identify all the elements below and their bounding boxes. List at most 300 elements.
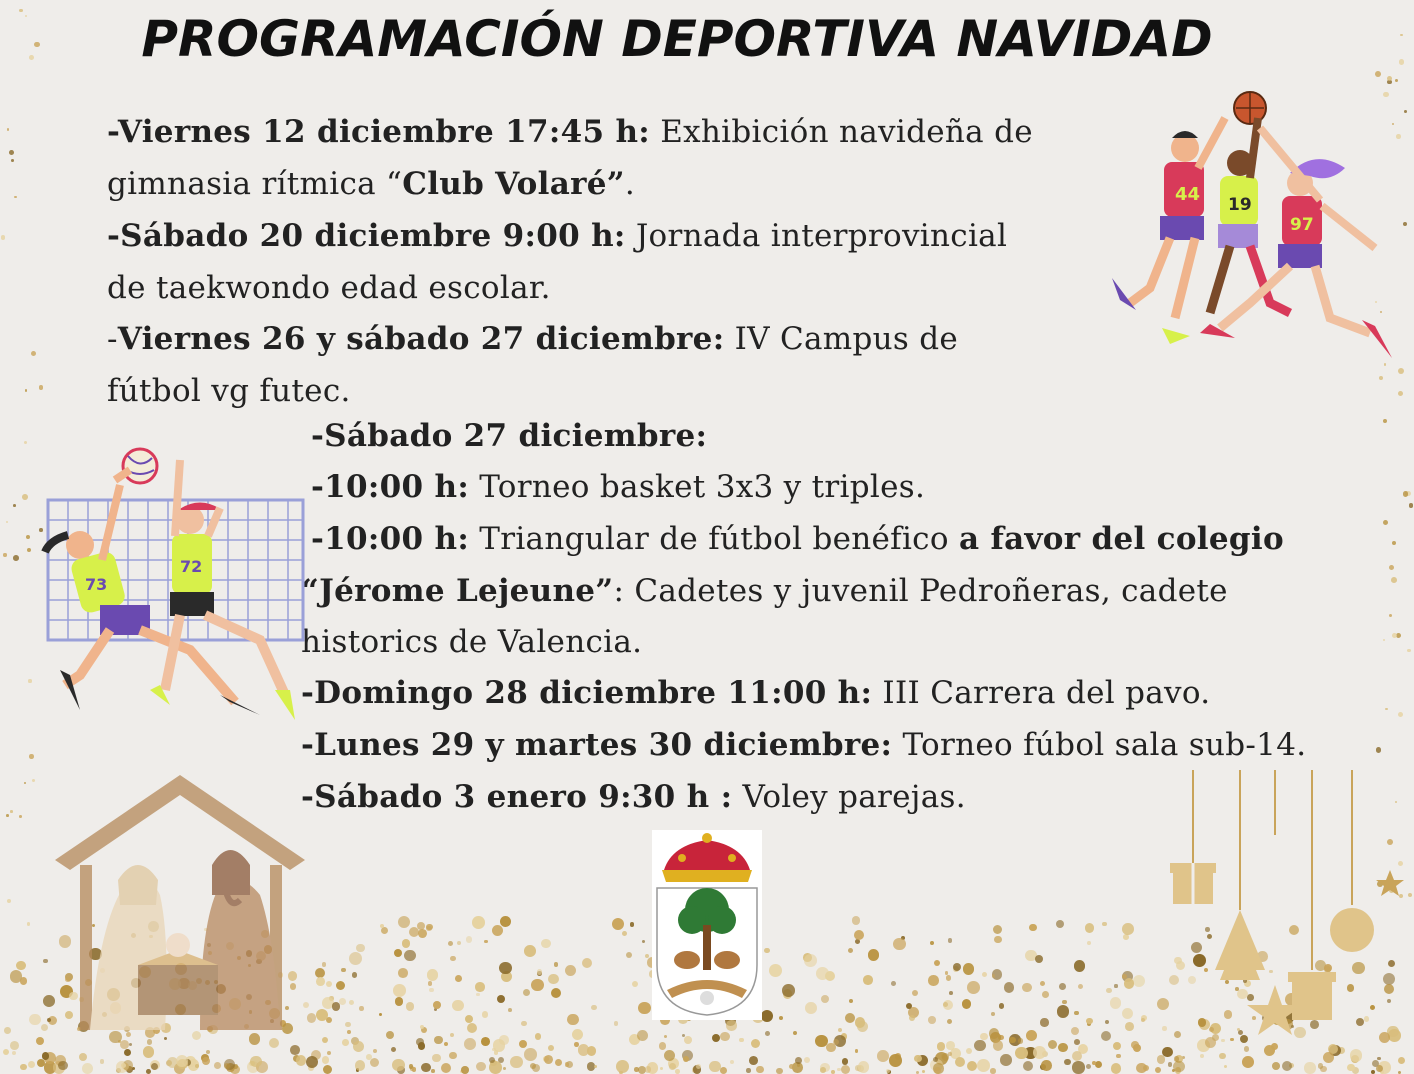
glitter-dot xyxy=(1042,991,1049,998)
glitter-dot xyxy=(1404,110,1407,113)
glitter-dot xyxy=(1004,982,1014,992)
nativity-icon xyxy=(50,770,310,1035)
event-2-text: Jornada interprovincial xyxy=(625,218,1008,254)
glitter-dot xyxy=(404,950,415,961)
event-4-item-2-line-2 xyxy=(301,571,1228,611)
event-7-date: -Sábado 3 enero 9:30 h : xyxy=(301,779,733,815)
glitter-dot xyxy=(1399,59,1405,65)
glitter-dot xyxy=(356,944,365,953)
glitter-dot xyxy=(6,521,8,523)
glitter-dot xyxy=(948,938,953,943)
glitter-dot xyxy=(614,1021,619,1026)
glitter-dot xyxy=(214,1062,221,1069)
event-3-line-1 xyxy=(107,319,958,359)
glitter-dot xyxy=(855,939,860,944)
glitter-dot xyxy=(963,963,974,974)
glitter-dot xyxy=(889,1054,902,1067)
glitter-dot xyxy=(457,941,461,945)
glitter-dot xyxy=(58,1061,68,1071)
glitter-dot xyxy=(355,1060,366,1071)
glitter-dot xyxy=(484,940,488,944)
event-4-item-1 xyxy=(311,467,925,507)
glitter-dot xyxy=(24,441,27,444)
glitter-dot xyxy=(548,974,559,985)
svg-text:73: 73 xyxy=(85,575,108,594)
glitter-dot xyxy=(966,1048,972,1054)
glitter-dot xyxy=(1062,1000,1066,1004)
glitter-dot xyxy=(868,949,880,961)
glitter-dot xyxy=(450,956,456,962)
glitter-dot xyxy=(202,1057,210,1065)
coat-of-arms-icon xyxy=(652,830,762,1020)
glitter-dot xyxy=(1396,633,1402,639)
glitter-dot xyxy=(841,1065,850,1074)
glitter-dot xyxy=(565,1062,569,1066)
glitter-dot xyxy=(993,925,1002,934)
event-7 xyxy=(301,777,966,817)
event-4-school: “Jérome Lejeune” xyxy=(301,573,614,609)
glitter-dot xyxy=(29,754,33,758)
glitter-dot xyxy=(359,1006,363,1010)
event-4-heading xyxy=(311,416,707,456)
glitter-dot xyxy=(1384,363,1387,366)
glitter-dot xyxy=(1304,1062,1315,1073)
glitter-dot xyxy=(421,1063,430,1072)
glitter-dot xyxy=(1074,1011,1078,1015)
glitter-dot xyxy=(412,1067,417,1072)
glitter-dot xyxy=(852,916,860,924)
glitter-dot xyxy=(7,899,11,903)
event-6 xyxy=(301,725,1306,765)
glitter-dot xyxy=(977,1059,990,1072)
glitter-dot xyxy=(946,1041,955,1050)
glitter-dot xyxy=(250,1056,262,1068)
glitter-dot xyxy=(455,975,462,982)
glitter-dot xyxy=(1157,1055,1166,1064)
glitter-dot xyxy=(947,1019,952,1024)
glitter-dot xyxy=(476,993,479,996)
event-7-text: Voley parejas. xyxy=(732,779,966,815)
glitter-dot xyxy=(519,1040,527,1048)
glitter-dot xyxy=(441,1063,451,1073)
glitter-dot xyxy=(934,1067,941,1074)
glitter-dot xyxy=(804,954,817,967)
event-4-heading-text: -Sábado 27 diciembre: xyxy=(311,418,708,454)
glitter-dot xyxy=(1058,1043,1067,1052)
glitter-dot xyxy=(1391,577,1397,583)
glitter-dot xyxy=(25,389,27,391)
glitter-dot xyxy=(406,1002,414,1010)
glitter-dot xyxy=(712,1034,720,1042)
glitter-dot xyxy=(481,1037,490,1046)
glitter-dot xyxy=(433,1001,441,1009)
glitter-dot xyxy=(19,815,22,818)
glitter-dot xyxy=(1064,1059,1070,1065)
glitter-dot xyxy=(1125,1022,1134,1031)
glitter-dot xyxy=(146,1069,151,1074)
glitter-dot xyxy=(100,1059,105,1064)
glitter-dot xyxy=(877,1050,889,1062)
glitter-dot xyxy=(967,981,980,994)
glitter-dot xyxy=(427,969,439,981)
glitter-dot xyxy=(79,1053,87,1061)
glitter-dot xyxy=(1409,503,1414,508)
event-3-text: IV Campus de xyxy=(724,321,959,357)
glitter-dot xyxy=(3,1049,9,1055)
glitter-dot xyxy=(1377,1057,1381,1061)
glitter-dot xyxy=(1389,565,1394,570)
glitter-dot xyxy=(664,1035,667,1038)
event-4-item-2 xyxy=(311,519,1284,559)
glitter-dot xyxy=(1009,1037,1016,1044)
glitter-dot xyxy=(638,1002,650,1014)
glitter-dot xyxy=(669,1063,676,1070)
glitter-dot xyxy=(1000,1054,1012,1066)
glitter-dot xyxy=(1219,1053,1226,1060)
glitter-dot xyxy=(14,196,17,199)
event-6-date: -Lunes 29 y martes 30 diciembre: xyxy=(301,727,893,763)
event-6-text: Torneo fúbol sala sub-14. xyxy=(892,727,1307,763)
glitter-dot xyxy=(20,977,28,985)
glitter-dot xyxy=(341,968,345,972)
glitter-dot xyxy=(612,918,625,931)
glitter-dot xyxy=(821,995,829,1003)
glitter-dot xyxy=(554,962,559,967)
glitter-dot xyxy=(448,941,453,946)
glitter-dot xyxy=(530,1063,537,1070)
glitter-dot xyxy=(645,1066,652,1073)
glitter-dot xyxy=(634,1067,639,1072)
glitter-dot xyxy=(41,1024,48,1031)
glitter-dot xyxy=(849,999,853,1003)
event-3-date: Viernes 26 y sábado 27 diciembre: xyxy=(117,321,725,357)
glitter-dot xyxy=(1389,614,1392,617)
glitter-dot xyxy=(962,999,972,1009)
glitter-dot xyxy=(730,1060,734,1064)
glitter-dot xyxy=(418,1042,426,1050)
glitter-dot xyxy=(1040,981,1045,986)
svg-text:19: 19 xyxy=(1228,195,1252,215)
glitter-dot xyxy=(1072,1061,1084,1073)
glitter-dot xyxy=(143,1046,154,1057)
glitter-dot xyxy=(323,1065,332,1074)
glitter-dot xyxy=(955,1057,965,1067)
glitter-dot xyxy=(16,961,25,970)
glitter-dot xyxy=(1392,541,1396,545)
glitter-dot xyxy=(1074,1039,1080,1045)
glitter-dot xyxy=(916,1071,919,1074)
glitter-dot xyxy=(632,981,638,987)
glitter-dot xyxy=(1136,1063,1146,1073)
glitter-dot xyxy=(32,779,36,783)
glitter-dot xyxy=(290,1045,300,1055)
glitter-dot xyxy=(990,1068,995,1073)
glitter-dot xyxy=(1133,975,1145,987)
glitter-dot xyxy=(6,814,9,817)
glitter-dot xyxy=(373,1049,377,1053)
event-1-line-2 xyxy=(107,164,635,204)
glitter-dot xyxy=(36,1037,44,1045)
glitter-dot xyxy=(24,782,26,784)
glitter-dot xyxy=(431,1069,435,1073)
glitter-dot xyxy=(20,1064,26,1070)
glitter-dot xyxy=(381,927,388,934)
glitter-dot xyxy=(349,952,362,965)
glitter-dot xyxy=(756,1066,764,1074)
glitter-dot xyxy=(749,1056,758,1065)
glitter-dot xyxy=(11,159,14,162)
glitter-dot xyxy=(316,977,325,986)
glitter-dot xyxy=(476,1062,486,1072)
glitter-dot xyxy=(322,962,327,967)
event-2-date: -Sábado 20 diciembre 9:00 h: xyxy=(107,218,626,254)
glitter-dot xyxy=(594,1065,598,1069)
glitter-dot xyxy=(886,1069,890,1073)
glitter-dot xyxy=(9,150,14,155)
glitter-dot xyxy=(449,1052,456,1059)
glitter-dot xyxy=(1086,1064,1091,1069)
glitter-dot xyxy=(370,1058,379,1067)
glitter-dot xyxy=(352,972,358,978)
glitter-dot xyxy=(789,1064,794,1069)
glitter-dot xyxy=(1282,1061,1292,1071)
glitter-dot xyxy=(10,1041,19,1050)
glitter-dot xyxy=(726,1020,736,1030)
glitter-dot xyxy=(980,1033,988,1041)
glitter-dot xyxy=(1,235,6,240)
glitter-dot xyxy=(523,989,530,996)
glitter-dot xyxy=(332,1002,340,1010)
glitter-dot xyxy=(1323,1052,1334,1063)
glitter-dot xyxy=(953,963,961,971)
glitter-dot xyxy=(891,981,896,986)
glitter-dot xyxy=(1102,922,1106,926)
glitter-dot xyxy=(1074,960,1085,971)
glitter-dot xyxy=(1403,222,1407,226)
glitter-dot xyxy=(28,679,31,682)
glitter-dot xyxy=(121,1063,126,1068)
glitter-dot xyxy=(776,1068,782,1074)
glitter-dot xyxy=(464,1038,476,1050)
event-3-dash: - xyxy=(107,321,118,357)
svg-text:97: 97 xyxy=(1290,215,1314,235)
event-1-end: . xyxy=(624,166,636,202)
glitter-dot xyxy=(147,1039,152,1044)
glitter-dot xyxy=(82,1063,93,1074)
glitter-dot xyxy=(3,553,6,556)
glitter-dot xyxy=(535,1033,541,1039)
glitter-dot xyxy=(912,990,918,996)
glitter-dot xyxy=(761,1010,773,1022)
glitter-dot xyxy=(398,968,408,978)
glitter-dot xyxy=(992,974,995,977)
glitter-dot xyxy=(4,1027,11,1034)
glitter-dot xyxy=(12,1051,17,1056)
event-4-text-1: Torneo basket 3x3 y triples. xyxy=(469,469,926,505)
glitter-dot xyxy=(928,975,938,985)
glitter-dot xyxy=(452,1000,463,1011)
glitter-dot xyxy=(544,1055,553,1064)
glitter-dot xyxy=(1110,997,1121,1008)
glitter-dot xyxy=(327,1051,331,1055)
glitter-dot xyxy=(993,1040,1004,1051)
glitter-dot xyxy=(393,984,406,997)
glitter-dot xyxy=(574,1042,579,1047)
glitter-dot xyxy=(1056,920,1064,928)
glitter-dot xyxy=(922,1070,925,1073)
glitter-dot xyxy=(472,916,485,929)
event-4-text-2: Triangular de fútbol benéfico xyxy=(469,521,959,557)
glitter-dot xyxy=(1395,79,1398,82)
glitter-dot xyxy=(386,1031,394,1039)
glitter-dot xyxy=(779,1016,783,1020)
glitter-dot xyxy=(524,945,536,957)
glitter-dot xyxy=(1383,639,1385,641)
glitter-dot xyxy=(982,972,987,977)
glitter-dot xyxy=(206,1050,210,1054)
glitter-dot xyxy=(13,504,16,507)
glitter-dot xyxy=(461,1066,469,1074)
glitter-dot xyxy=(537,969,543,975)
glitter-dot xyxy=(1155,1067,1161,1073)
glitter-dot xyxy=(1200,1054,1204,1058)
glitter-dot xyxy=(347,1030,351,1034)
glitter-dot xyxy=(1122,1008,1133,1019)
glitter-dot xyxy=(820,1067,826,1073)
glitter-dot xyxy=(792,1062,802,1072)
glitter-dot xyxy=(269,1038,279,1048)
glitter-dot xyxy=(29,1014,40,1025)
glitter-dot xyxy=(1123,934,1129,940)
glitter-dot xyxy=(1272,1062,1280,1070)
hanging-ornaments-icon xyxy=(1160,770,1410,1050)
event-4-time-1: -10:00 h: xyxy=(311,469,470,505)
glitter-dot xyxy=(1086,1018,1092,1024)
glitter-dot xyxy=(503,1067,506,1070)
glitter-dot xyxy=(626,952,632,958)
glitter-dot xyxy=(842,1058,849,1065)
glitter-dot xyxy=(394,949,402,957)
glitter-dot xyxy=(392,1059,404,1071)
glitter-dot xyxy=(684,1036,692,1044)
event-2-line-2: de taekwondo edad escolar. xyxy=(107,270,551,306)
glitter-dot xyxy=(1072,1051,1082,1061)
glitter-dot xyxy=(322,1056,329,1063)
glitter-dot xyxy=(1383,419,1387,423)
glitter-dot xyxy=(1057,1005,1069,1017)
glitter-dot xyxy=(555,1059,562,1066)
glitter-dot xyxy=(398,916,410,928)
glitter-dot xyxy=(13,555,19,561)
glitter-dot xyxy=(1105,1020,1109,1024)
glitter-dot xyxy=(1371,1070,1375,1074)
glitter-dot xyxy=(945,971,949,975)
glitter-dot xyxy=(1087,941,1091,945)
glitter-dot xyxy=(893,938,905,950)
glitter-dot xyxy=(31,351,36,356)
glitter-dot xyxy=(27,922,30,925)
glitter-dot xyxy=(616,1060,629,1073)
glitter-dot xyxy=(825,971,835,981)
glitter-dot xyxy=(863,975,873,985)
glitter-dot xyxy=(1173,1061,1185,1073)
glitter-dot xyxy=(946,975,951,980)
glitter-dot xyxy=(930,941,934,945)
glitter-dot xyxy=(1101,1031,1111,1041)
glitter-dot xyxy=(751,1039,760,1048)
event-1-club: Club Volaré” xyxy=(402,166,625,202)
glitter-dot xyxy=(1026,1030,1037,1041)
glitter-dot xyxy=(572,1029,583,1040)
glitter-dot xyxy=(933,1057,938,1062)
glitter-dot xyxy=(444,1042,448,1046)
glitter-dot xyxy=(426,926,432,932)
event-5 xyxy=(301,673,1210,713)
glitter-dot xyxy=(582,958,592,968)
glitter-dot xyxy=(1242,1056,1254,1068)
glitter-dot xyxy=(565,965,576,976)
glitter-dot xyxy=(1035,955,1043,963)
glitter-dot xyxy=(746,1068,750,1072)
glitter-dot xyxy=(1071,1027,1079,1035)
glitter-dot xyxy=(402,939,411,948)
glitter-dot xyxy=(434,1036,443,1045)
glitter-dot xyxy=(1059,983,1066,990)
glitter-dot xyxy=(858,1061,869,1072)
glitter-dot xyxy=(974,1040,986,1052)
glitter-dot xyxy=(1078,984,1084,990)
glitter-dot xyxy=(28,1061,35,1068)
glitter-dot xyxy=(1376,747,1381,752)
glitter-dot xyxy=(296,1055,307,1066)
glitter-dot xyxy=(541,939,551,949)
glitter-dot xyxy=(1385,708,1388,711)
glitter-dot xyxy=(1022,983,1031,992)
glitter-dot xyxy=(855,1049,858,1052)
glitter-dot xyxy=(326,981,332,987)
glitter-dot xyxy=(1041,1060,1052,1071)
glitter-dot xyxy=(195,1064,199,1068)
glitter-dot xyxy=(7,128,9,130)
glitter-dot xyxy=(379,1013,382,1016)
glitter-dot xyxy=(489,1061,502,1074)
glitter-dot xyxy=(499,962,511,974)
glitter-dot xyxy=(1398,1057,1405,1064)
glitter-dot xyxy=(642,940,646,944)
glitter-dot xyxy=(500,916,511,927)
glitter-dot xyxy=(675,1069,680,1074)
glitter-dot xyxy=(120,1040,129,1049)
glitter-dot xyxy=(26,535,30,539)
glitter-dot xyxy=(429,988,433,992)
glitter-dot xyxy=(1116,1054,1120,1058)
glitter-dot xyxy=(10,810,13,813)
glitter-dot xyxy=(793,1031,797,1035)
glitter-dot xyxy=(1398,712,1403,717)
page-title: PROGRAMACIÓN DEPORTIVA NAVIDAD xyxy=(141,10,1213,68)
glitter-dot xyxy=(1379,376,1383,380)
basketball-players-icon xyxy=(1100,88,1400,363)
glitter-dot xyxy=(1033,1046,1046,1059)
glitter-dot xyxy=(39,385,43,389)
glitter-dot xyxy=(1111,1063,1122,1074)
glitter-dot xyxy=(854,930,864,940)
event-1-text-2: gimnasia rítmica “ xyxy=(107,166,403,202)
event-4-item-2-line-3: historics de Valencia. xyxy=(301,624,643,660)
glitter-dot xyxy=(999,1003,1004,1008)
glitter-dot xyxy=(1124,978,1135,989)
glitter-dot xyxy=(720,1067,727,1074)
